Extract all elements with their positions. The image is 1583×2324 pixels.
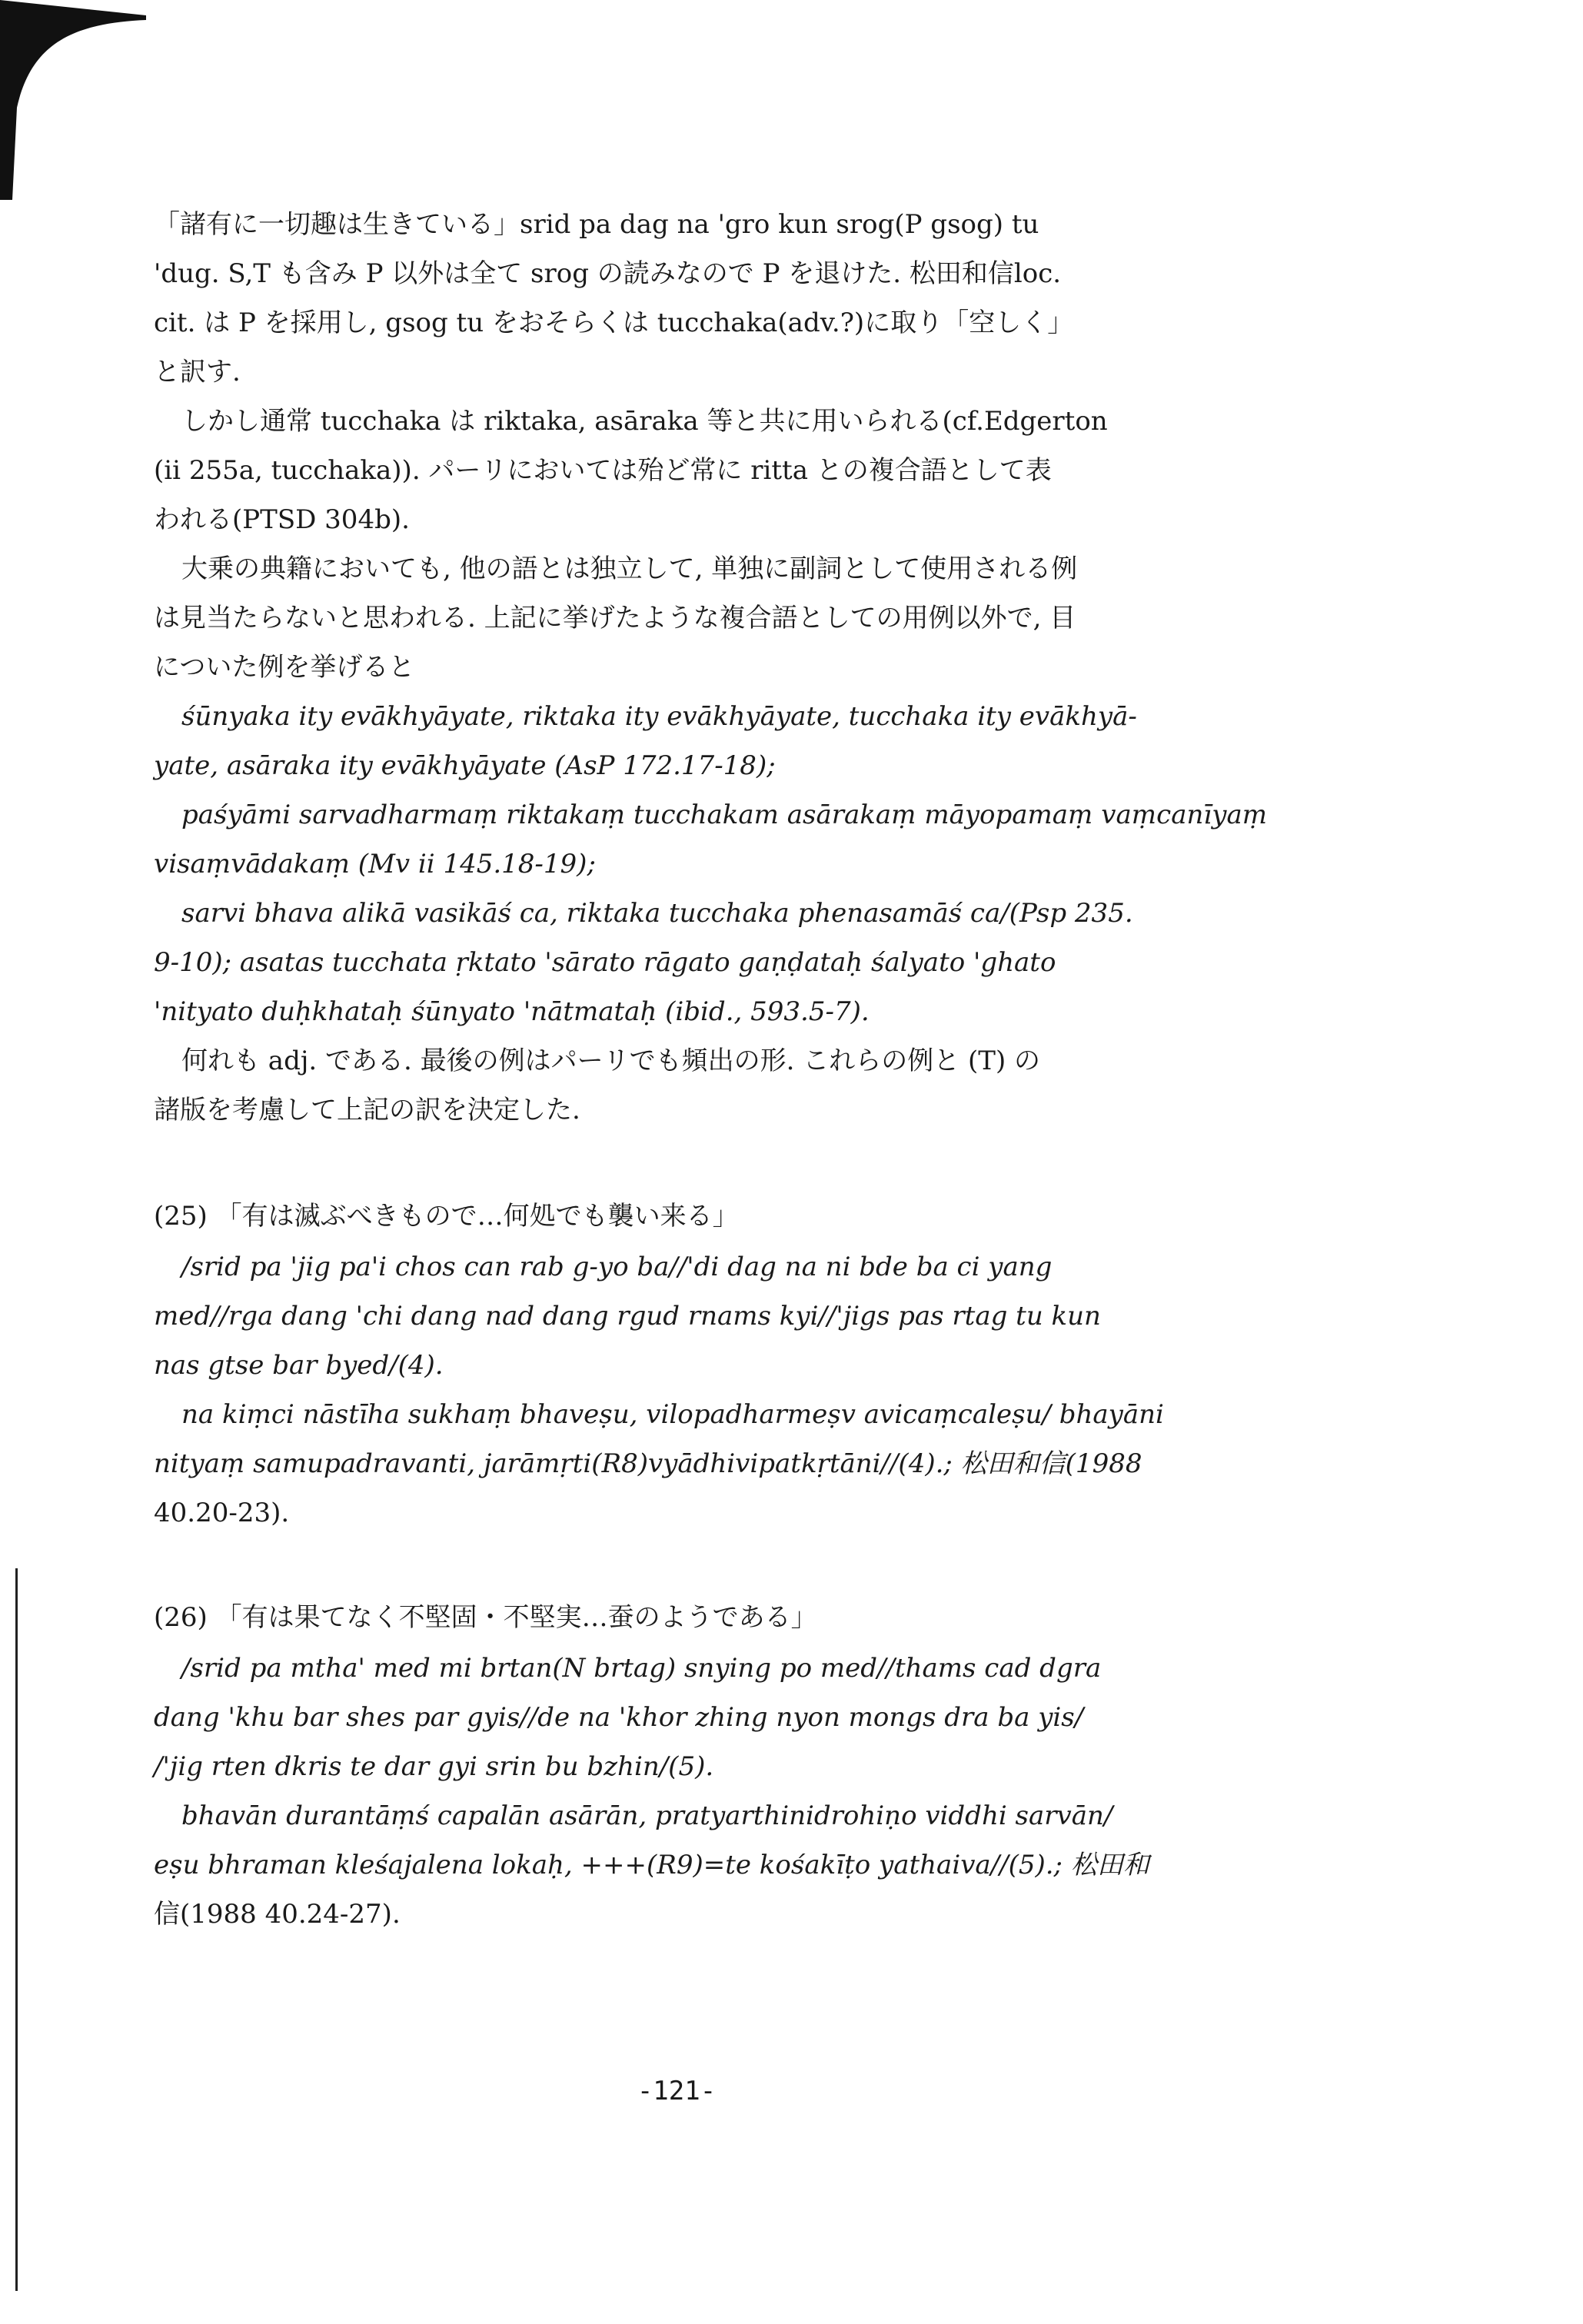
text-line: nityaṃ samupadravanti, jarāmṛti(R8)vyādhivipatkṛtāni//(4).; 松田和信(1988 — [154, 1448, 1142, 1479]
text-line: 9-10); asatas tucchata ṛktato 'sārato rāgato gaṇḍataḥ śalyato 'ghato — [154, 947, 1056, 978]
text-line: 40.20-23). — [154, 1498, 290, 1528]
text-line: われる(PTSD 304b). — [154, 504, 410, 535]
text-line: (ii 255a, tucchaka)). パーリにおいては殆ど常に ritta との複合語として表 — [154, 455, 1052, 486]
text-line: 'dug. S,T も含み P 以外は全て srog の読みなので P を退けた. 松田和信loc. — [154, 258, 1062, 289]
text-line: med//rga dang 'chi dang nad dang rgud rnams kyi//'jigs pas rtag tu kun — [154, 1301, 1101, 1332]
text-line: についた例を挙げると — [154, 652, 415, 683]
text-line: しかし通常 tucchaka は riktaka, asāraka 等と共に用いられる(cf.Edgerton — [181, 406, 1108, 437]
corner-registration-mark — [0, 0, 154, 200]
text-line: /srid pa mtha' med mi brtan(N brtag) snying po med//thams cad dgra — [181, 1653, 1102, 1684]
text-line: visaṃvādakaṃ (Mv ii 145.18-19); — [154, 849, 596, 879]
text-line: yate, asāraka ity evākhyāyate (AsP 172.17-18); — [154, 750, 776, 781]
text-line: 大乗の典籍においても, 他の語とは独立して, 単独に副詞として使用される例 — [181, 554, 1078, 584]
text-line: na kiṃci nāstīha sukhaṃ bhaveṣu, vilopadharmeṣv avicaṃcaleṣu/ bhayāni — [181, 1399, 1164, 1430]
note-heading-26: (26) 「有は果てなく不堅固・不堅実…蚕のようである」 — [154, 1602, 817, 1633]
text-line: cit. は P を採用し, gsog tu をおそらくは tucchaka(adv.?)に取り「空しく」 — [154, 308, 1074, 338]
left-margin-rule — [15, 1568, 18, 2291]
note-heading-25: (25) 「有は滅ぶべきもので…何処でも襲い来る」 — [154, 1201, 739, 1232]
text-line: dang 'khu bar shes par gyis//de na 'khor zhing nyon mongs dra ba yis/ — [154, 1702, 1084, 1733]
text-line: eṣu bhraman kleśajalena lokaḥ, +++(R9)=te kośakīṭo yathaiva//(5).; 松田和 — [154, 1850, 1149, 1880]
text-line: 何れも adj. である. 最後の例はパーリでも頻出の形. これらの例と (T) の — [181, 1046, 1041, 1076]
text-line: /srid pa 'jig pa'i chos can rab g-yo ba//'di dag na ni bde ba ci yang — [181, 1252, 1053, 1282]
text-line: /'jig rten dkris te dar gyi srin bu bzhin/(5). — [154, 1751, 714, 1782]
text-line: と訳す. — [154, 357, 241, 387]
text-line: paśyāmi sarvadharmaṃ riktakaṃ tucchakam asārakaṃ māyopamaṃ vaṃcanīyaṃ — [181, 800, 1268, 830]
text-line: śūnyaka ity evākhyāyate, riktaka ity evākhyāyate, tucchaka ity evākhyā- — [181, 701, 1137, 732]
text-line: 信(1988 40.24-27). — [154, 1899, 401, 1930]
text-line: は見当たらないと思われる. 上記に挙げたような複合語としての用例以外で, 目 — [154, 603, 1076, 633]
text-line: 'nityato duḥkhataḥ śūnyato 'nātmataḥ (ibid., 593.5-7). — [154, 996, 870, 1027]
text-line: 諸版を考慮して上記の訳を決定した. — [154, 1095, 580, 1125]
text-line: bhavān durantāṃś capalān asārān, pratyarthinidrohiṇo viddhi sarvān/ — [181, 1800, 1113, 1831]
text-line: sarvi bhava alikā vasikāś ca, riktaka tucchaka phenasamāś ca/(Psp 235. — [181, 898, 1133, 929]
text-line: 「諸有に一切趣は生きている」srid pa dag na 'gro kun srog(P gsog) tu — [154, 209, 1039, 240]
text-line: nas gtse bar byed/(4). — [154, 1350, 444, 1381]
page-number: -121- — [637, 2076, 717, 2106]
